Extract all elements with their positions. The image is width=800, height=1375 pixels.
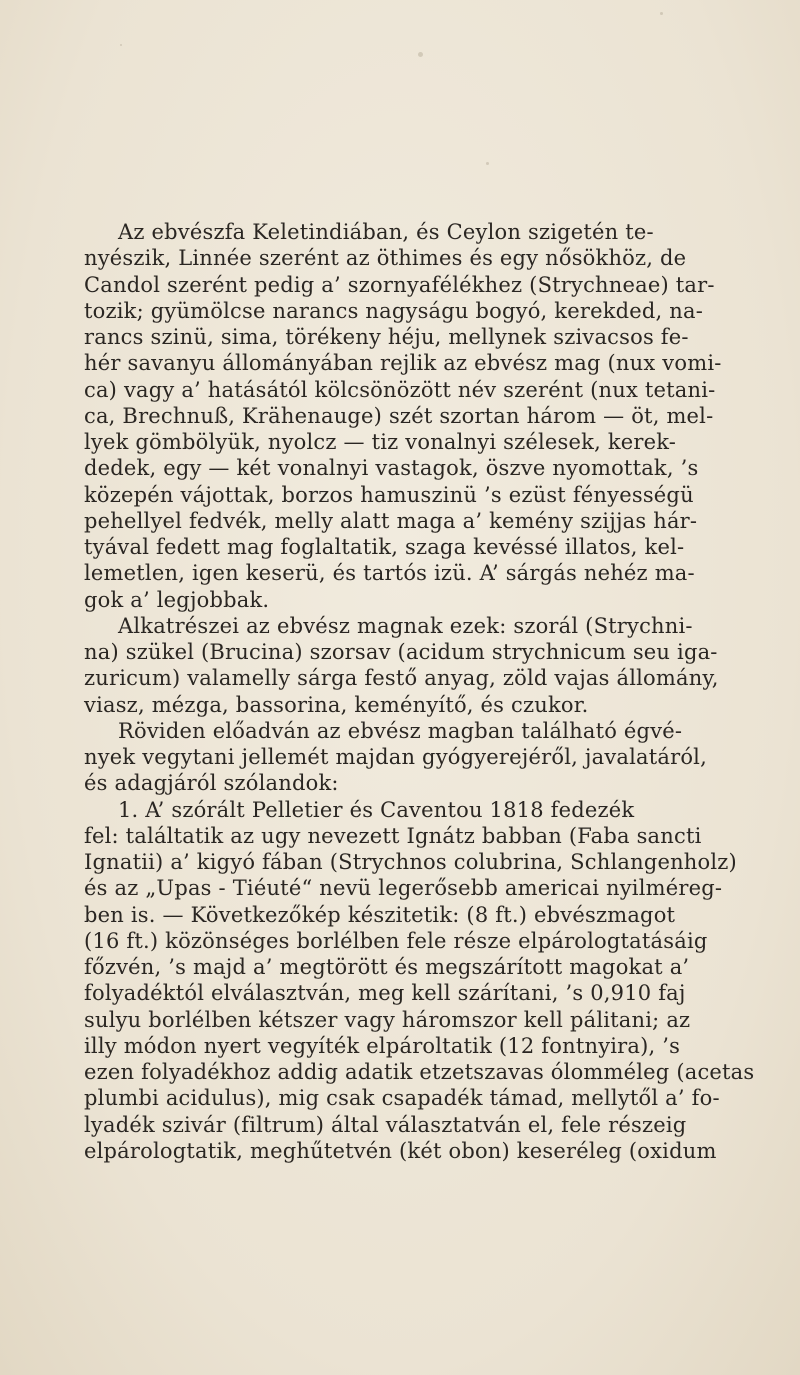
text-line: Röviden előadván az ebvész magban található égvé- [118,718,683,743]
paper-speck [120,44,122,46]
text-line: folyadéktól elválasztván, meg kell szárítani, ’s 0,910 faj [84,981,686,1006]
text-line: lyadék szivár (filtrum) által választatván el, fele részeig [84,1112,687,1137]
text-line: dedek, egy — két vonalnyi vastagok, öszve nyomottak, ’s [84,456,699,481]
text-line: Ignatii) a’ kigyó fában (Strychnos colubrina, Schlangenholz) [84,850,737,874]
paper-speck [418,52,423,57]
text-line: hér savanyu állományában rejlik az ebvész mag (nux vomi- [84,351,722,376]
text-line: és az „Upas - Tiéuté“ nevü legerősebb americai nyilméreg- [84,876,723,901]
text-line: ca, Brechnuß, Krähenauge) szét szortan három — öt, mel- [84,403,714,428]
text-line: zuricum) valamelly sárga festő anyag, zöld vajas állomány, [84,666,719,691]
paper-speck [486,162,489,165]
text-line: nyészik, Linnée szerént az öthimes és egy nősökhöz, de [84,246,687,271]
text-line: rancs szinü, sima, törékeny héju, mellynek szivacsos fe- [84,325,689,349]
text-line: 1. A’ szórált Pelletier és Caventou 1818 fedezék [118,797,635,822]
body-text [84,219,776,1164]
text-line: (16 ft.) közönséges borlélben fele része elpárologtatásáig [84,928,708,953]
text-line: illy módon nyert vegyíték elpároltatik (12 fontnyira), ’s [84,1033,681,1058]
text-line: tozik; gyümölcse narancs nagyságu bogyó, kerekded, na- [84,298,704,323]
text-line: lyek gömbölyük, nyolcz — tiz vonalnyi szélesek, kerek- [84,430,677,454]
text-line: lemetlen, igen keserü, és tartós izü. A’ sárgás nehéz ma- [84,561,695,586]
text-line: közepén vájottak, borzos hamuszinü ’s ezüst fényességü [84,482,694,507]
text-line: főzvén, ’s majd a’ megtörött és megszárított magokat a’ [84,955,690,979]
text-line: fel: találtatik az ugy nevezett Ignátz babban (Faba sancti [84,823,702,848]
text-line: Az ebvészfa Keletindiában, és Ceylon szigetén te- [118,220,654,244]
text-line: Candol szerént pedig a’ szornyafélékhez (Strychneae) tar- [84,272,715,297]
text-line: tyával fedett mag foglaltatik, szaga kevéssé illatos, kel- [84,535,685,559]
text-line: nyek vegytani jellemét majdan gyógyerejéről, javalatáról, [84,745,707,769]
text-line: viasz, mézga, bassorina, keményítő, és czukor. [84,692,589,717]
text-line: ben is. — Következőkép készitetik: (8 ft.) ebvészmagot [84,902,676,927]
text-line: gok a’ legjobbak. [84,587,270,612]
text-line: pehellyel fedvék, melly alatt maga a’ kemény szijjas hár- [84,508,698,533]
text-line: elpárologtatik, meghűtetvén (két obon) keseréleg (oxidum [84,1138,717,1163]
text-line: Alkatrészei az ebvész magnak ezek: szorál (Strychni- [118,613,693,638]
paper-speck [660,12,663,15]
text-line: sulyu borlélben kétszer vagy háromszor kell pálitani; az [84,1007,691,1032]
text-line: na) szükel (Brucina) szorsav (acidum strychnicum seu iga- [84,640,718,664]
text-line: ezen folyadékhoz addig adatik etzetszavas ólomméleg (acetas [84,1060,755,1084]
text-line: ca) vagy a’ hatásától kölcsönözött név szerént (nux tetani- [84,377,716,402]
text-line: és adagjáról szólandok: [84,771,339,796]
text-line: plumbi acidulus), mig csak csapadék támad, mellytől a’ fo- [84,1086,720,1111]
